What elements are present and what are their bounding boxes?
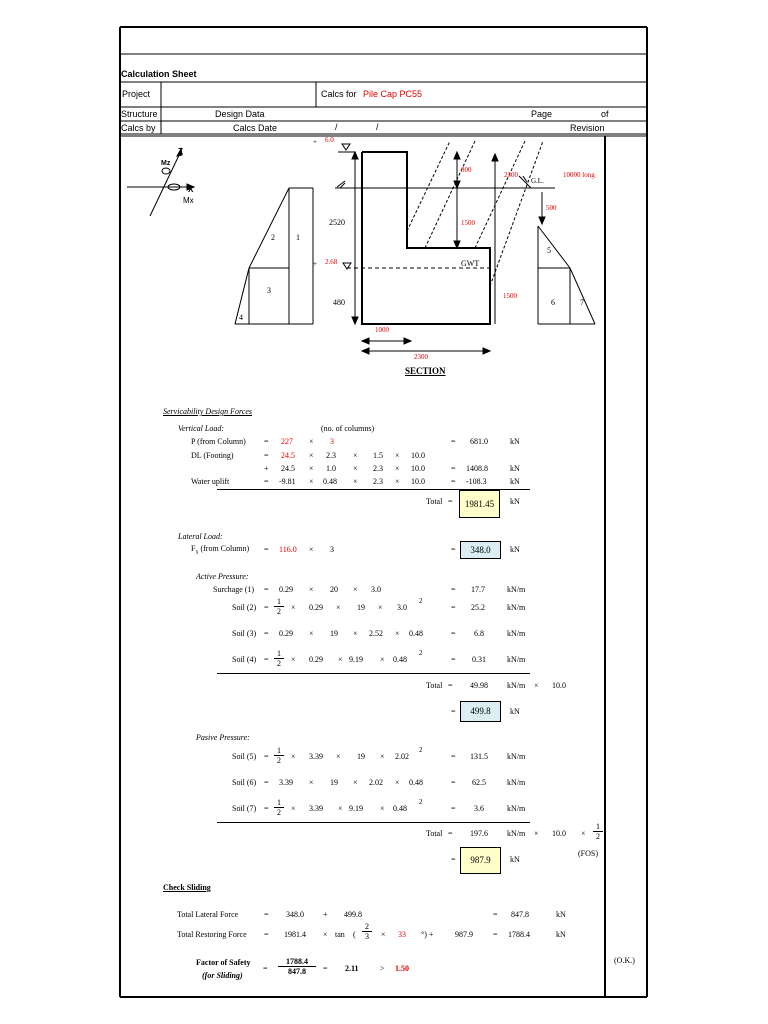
structure-label: Structure	[121, 109, 158, 119]
operator: =	[448, 829, 453, 838]
operator: ×	[534, 681, 539, 690]
operator: ×	[309, 451, 314, 460]
axis-diagram	[124, 143, 204, 223]
half-fraction: $\frac{1}{2}$	[274, 798, 284, 817]
value: 3.0	[397, 603, 407, 612]
dimension-label: 1500	[461, 219, 475, 227]
passive-result: 987.9	[460, 847, 501, 874]
operator: =	[451, 855, 456, 864]
date-separator: /	[335, 122, 338, 132]
divider	[217, 822, 530, 823]
level-plus-sign: +	[313, 138, 317, 146]
operator: ×	[380, 752, 385, 761]
dimension-label: 500	[546, 204, 557, 212]
axis-mz-label: Mz	[161, 160, 171, 167]
value: 0.29	[279, 585, 293, 594]
fos-label: Factor of Safety	[196, 958, 251, 967]
dimension-label: 800	[461, 166, 472, 174]
value: 3.39	[309, 752, 323, 761]
operator: =	[493, 930, 498, 939]
of-label: of	[601, 109, 609, 119]
operator: ×	[309, 464, 314, 473]
value-input[interactable]: 116.0	[279, 545, 297, 554]
level-gwt-value: 2.68	[325, 258, 338, 266]
total-label: Total	[426, 497, 443, 506]
value: 10.0	[411, 451, 425, 460]
fx-result: 348.0	[460, 541, 501, 559]
operator: ×	[534, 829, 539, 838]
unit: kN/m	[507, 752, 526, 761]
level-top-value: 6.0	[325, 136, 334, 144]
operator: ×	[323, 930, 328, 939]
fos-value: 2.11	[345, 964, 359, 973]
operator: =	[448, 681, 453, 690]
axis-z-label: Z	[178, 147, 183, 156]
result-value: 131.5	[470, 752, 488, 761]
tan-function: tan	[335, 930, 345, 939]
result-value: -108.3	[466, 477, 487, 486]
fos-sub-label: (for Sliding)	[202, 971, 243, 980]
operator: ×	[380, 804, 385, 813]
ok-status: (O.K.)	[614, 956, 635, 965]
operator: ×	[309, 778, 314, 787]
result-value: 3.6	[474, 804, 484, 813]
axis-x-label: X	[188, 185, 194, 194]
divider	[217, 673, 530, 674]
date-separator: /	[376, 122, 379, 132]
operator: ×	[353, 451, 358, 460]
operator: =	[264, 778, 269, 787]
operator: ×	[291, 804, 296, 813]
operator: ×	[309, 437, 314, 446]
dimension-label: 10000 long	[563, 171, 595, 179]
operator: ×	[338, 655, 343, 664]
operator: =	[264, 603, 269, 612]
restoring-force-label: Total Restoring Force	[177, 930, 247, 939]
zone-label: 2	[271, 233, 275, 242]
value: 1.0	[326, 464, 336, 473]
value: 2.02	[369, 778, 383, 787]
operator: =	[451, 545, 456, 554]
fx-label: $F_x$ (from Column)	[191, 544, 250, 556]
unit: kN	[510, 437, 520, 446]
total-label: Total	[426, 829, 443, 838]
operator: ×	[309, 585, 314, 594]
operator: ×	[353, 585, 358, 594]
unit: kN	[556, 910, 566, 919]
calcs-by-label: Calcs by	[121, 123, 156, 133]
value: 2.02	[395, 752, 409, 761]
section-title: SECTION	[405, 366, 446, 376]
value: 9.19	[349, 655, 363, 664]
active-title: Active Pressure:	[196, 572, 249, 581]
dimension-label: 1000	[375, 326, 389, 334]
result-value: 17.7	[471, 585, 485, 594]
lateral-force-label: Total Lateral Force	[177, 910, 239, 919]
row-label: Soil (4)	[232, 655, 257, 664]
operator: =	[451, 437, 456, 446]
unit: kN/m	[507, 655, 526, 664]
value: 2.3	[373, 464, 383, 473]
unit: kN/m	[507, 829, 526, 838]
value: 9.19	[349, 804, 363, 813]
operator: ×	[395, 778, 400, 787]
operator: ×	[353, 464, 358, 473]
operator: =	[451, 778, 456, 787]
row-label: DL (Footing)	[191, 451, 234, 460]
ground-level-label: G.L.	[531, 177, 544, 185]
operator: =	[264, 437, 269, 446]
operator: ×	[336, 752, 341, 761]
value: 24.5	[281, 464, 295, 473]
operator: =	[451, 629, 456, 638]
unit: kN/m	[507, 585, 526, 594]
operator: ×	[353, 778, 358, 787]
dimension-label: 2300	[504, 171, 518, 179]
result-value: 25.2	[471, 603, 485, 612]
operator: =	[451, 707, 456, 716]
value: 2.3	[326, 451, 336, 460]
value: 19	[330, 629, 338, 638]
passive-total: 197.6	[470, 829, 488, 838]
row-label: Soil (7)	[232, 804, 257, 813]
no-columns-note: (no. of columns)	[321, 424, 375, 433]
value: 19	[357, 752, 365, 761]
unit: kN/m	[507, 629, 526, 638]
value-input[interactable]: 227	[281, 437, 293, 446]
value: 3.0	[371, 585, 381, 594]
zone-label: 4	[239, 313, 243, 322]
operator: ×	[581, 829, 586, 838]
operator: ×	[381, 930, 386, 939]
row-label: Water uplift	[191, 477, 230, 486]
operator: =	[264, 477, 269, 486]
operator: ×	[338, 804, 343, 813]
value: 20	[330, 585, 338, 594]
operator: =	[264, 910, 269, 919]
value: 0.48	[409, 778, 423, 787]
unit: kN	[510, 464, 520, 473]
operator: =	[264, 629, 269, 638]
operator: ×	[291, 655, 296, 664]
value: 10.0	[411, 477, 425, 486]
value: 987.9	[455, 930, 473, 939]
value: 0.29	[309, 655, 323, 664]
operator: =	[493, 910, 498, 919]
value: 1981.4	[284, 930, 306, 939]
operator: =	[451, 585, 456, 594]
value: 348.0	[286, 910, 304, 919]
operator: >	[380, 964, 385, 973]
calcs-for-value[interactable]: Pile Cap PC55	[363, 89, 423, 99]
row-label: P (from Column)	[191, 437, 246, 446]
zone-label: 7	[580, 298, 584, 307]
unit: kN	[510, 477, 520, 486]
unit: kN	[510, 545, 520, 554]
value: 0.29	[279, 629, 293, 638]
forces-title: Servicability Design Forces	[163, 407, 253, 416]
result-value: 6.8	[474, 629, 484, 638]
sliding-title: Check Sliding	[163, 883, 211, 892]
value-input[interactable]: 24.5	[281, 451, 295, 460]
value: 0.48	[323, 477, 337, 486]
value: 0.48	[409, 629, 423, 638]
fos-fraction: $\frac{1788.4}{847.8}$	[278, 957, 316, 976]
zone-label: 5	[547, 246, 551, 255]
required-fos: 1.50	[395, 964, 409, 973]
operator: ×	[353, 629, 358, 638]
operator: =	[264, 752, 269, 761]
zone-label: 1	[296, 233, 300, 242]
total-label: Total	[426, 681, 443, 690]
operator: =	[451, 655, 456, 664]
half-fraction: $\frac{1}{2}$	[274, 649, 284, 668]
active-total: 49.98	[470, 681, 488, 690]
unit: kN	[510, 855, 520, 864]
result-value: 62.5	[472, 778, 486, 787]
revision-label: Revision	[570, 123, 605, 133]
row-label: Soil (2)	[232, 603, 257, 612]
unit: kN/m	[507, 804, 526, 813]
half-fraction: $\frac{1}{2}$	[274, 597, 284, 616]
restoring-force-result: 1788.4	[508, 930, 530, 939]
operator: ×	[395, 464, 400, 473]
value: 10.0	[411, 464, 425, 473]
operator: =	[263, 964, 268, 973]
value-input[interactable]: 3	[330, 437, 334, 446]
value: 2.52	[369, 629, 383, 638]
operator: =	[264, 545, 269, 554]
half-fraction: $\frac{1}{2}$	[274, 746, 284, 765]
sheet-title: Calculation Sheet	[121, 69, 197, 79]
active-result: 499.8	[460, 701, 501, 722]
unit: kN/m	[507, 681, 526, 690]
lateral-title: Lateral Load:	[178, 532, 223, 541]
exponent: 2	[419, 746, 423, 754]
value: 0.48	[393, 655, 407, 664]
operator: ×	[309, 629, 314, 638]
operator: =	[448, 497, 453, 506]
operator: =	[264, 451, 269, 460]
operator: ×	[380, 655, 385, 664]
section-diagram	[225, 136, 605, 376]
value: 0.29	[309, 603, 323, 612]
exponent: 2	[419, 597, 423, 605]
result-value: 0.31	[472, 655, 486, 664]
value: 499.8	[344, 910, 362, 919]
unit: kN	[556, 930, 566, 939]
row-label: Soil (3)	[232, 629, 257, 638]
zone-label: 3	[267, 286, 271, 295]
row-label: Soil (5)	[232, 752, 257, 761]
passive-title: Pasive Pressure:	[196, 733, 250, 742]
operator: ×	[378, 603, 383, 612]
friction-angle-input[interactable]: 33	[398, 930, 406, 939]
unit: kN	[510, 707, 520, 716]
value: 0.48	[393, 804, 407, 813]
operator: ×	[395, 629, 400, 638]
operator: =	[451, 477, 456, 486]
operator: =	[451, 752, 456, 761]
operator: ×	[395, 477, 400, 486]
operator: ×	[291, 752, 296, 761]
level-plus-sign: +	[313, 260, 317, 268]
operator: =	[264, 585, 269, 594]
operator: =	[451, 603, 456, 612]
value: 19	[357, 603, 365, 612]
operator: ×	[309, 545, 314, 554]
value: -9.81	[279, 477, 296, 486]
value: 2.3	[373, 477, 383, 486]
calcs-for-label: Calcs for	[321, 89, 357, 99]
unit: kN/m	[507, 778, 526, 787]
vertical-title: Vertical Load:	[178, 424, 224, 433]
value: 19	[330, 778, 338, 787]
dimension-label: 2520	[329, 218, 345, 227]
length-value: 10.0	[552, 681, 566, 690]
calcs-date-label: Calcs Date	[233, 123, 278, 133]
two-thirds-fraction: $\frac{2}{3}$	[362, 922, 372, 941]
value: 3.39	[309, 804, 323, 813]
unit: kN/m	[507, 603, 526, 612]
fos-fraction: $\frac{1}{2}$	[593, 822, 603, 841]
row-label: Soil (6)	[232, 778, 257, 787]
lateral-force-result: 847.8	[511, 910, 529, 919]
operator: =	[323, 964, 328, 973]
operator: °) +	[421, 930, 434, 939]
operator: =	[264, 930, 269, 939]
operator: =	[451, 464, 456, 473]
exponent: 2	[419, 798, 423, 806]
zone-label: 6	[551, 298, 555, 307]
fos-note: (FOS)	[578, 849, 599, 858]
operator: (	[353, 930, 356, 939]
axis-mx-label: Mx	[183, 196, 194, 205]
project-label: Project	[122, 89, 151, 99]
dimension-label: 2300	[414, 353, 428, 361]
operator: ×	[336, 603, 341, 612]
dimension-label: 1500	[503, 292, 517, 300]
operator: ×	[395, 451, 400, 460]
gwt-label: GWT	[461, 259, 480, 268]
design-data-label: Design Data	[215, 109, 265, 119]
operator: ×	[353, 477, 358, 486]
operator: ×	[291, 603, 296, 612]
exponent: 2	[419, 649, 423, 657]
operator: +	[323, 910, 328, 919]
operator: +	[264, 464, 269, 473]
value: 3	[330, 545, 334, 554]
operator: ×	[309, 477, 314, 486]
operator: =	[264, 655, 269, 664]
total-vertical-result: 1981.45	[459, 490, 500, 518]
operator: =	[451, 804, 456, 813]
result-value: 681.0	[470, 437, 488, 446]
page-label: Page	[531, 109, 553, 119]
row-label: Surchage (1)	[213, 585, 255, 594]
operator: =	[264, 804, 269, 813]
result-value: 1408.8	[466, 464, 488, 473]
unit: kN	[510, 497, 520, 506]
value: 3.39	[279, 778, 293, 787]
length-value: 10.0	[552, 829, 566, 838]
dimension-label: 480	[333, 298, 345, 307]
value: 1.5	[373, 451, 383, 460]
